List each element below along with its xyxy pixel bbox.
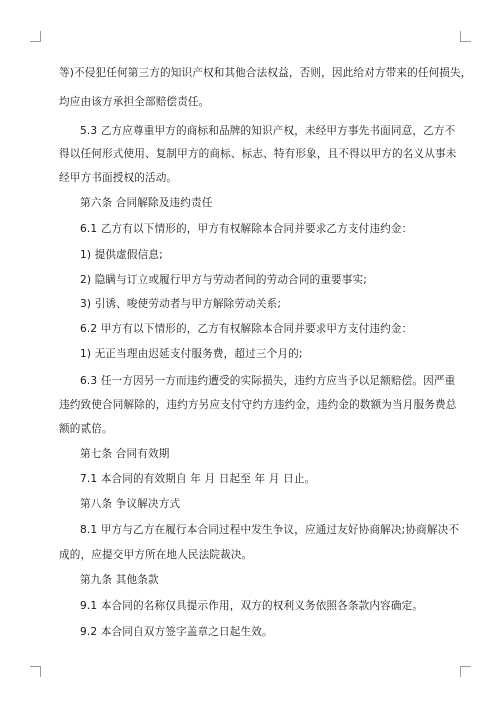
paragraph-line: 6.2 甲方有以下情形的，乙方有权解除本合同并要求甲方支付违约金： (80, 323, 413, 335)
list-item: 1) 提供虚假信息; (80, 249, 163, 261)
crop-mark-top-right (460, 31, 471, 42)
paragraph-line: 得以任何形式使用、复制甲方的商标、标志、特有形象，且不得以甲方的名义从事未 (59, 148, 457, 160)
paragraph-line: 6.1 乙方有以下情形的，甲方有权解除本合同并要求乙方支付违约金： (80, 223, 413, 235)
section-heading: 第七条 合同有效期 (80, 448, 170, 460)
list-item: 2) 隐瞒与订立或履行甲方与劳动者间的劳动合同的重要事实; (80, 274, 368, 286)
paragraph-line: 7.1 本合同的有效期自 年 月 日起至 年 月 日止。 (80, 473, 316, 485)
paragraph-line: 违约致使合同解除的，违约方另应支付守约方违约金，违约金的数额为当月服务费总 (59, 399, 457, 411)
paragraph-line: 额的贰倍。 (59, 423, 113, 435)
paragraph-line: 6.3 任一方因另一方而违约遭受的实际损失，违约方应当予以足额赔偿。因严重 (80, 375, 456, 387)
crop-mark-bottom-right (460, 666, 471, 677)
list-item: 1) 无正当理由迟延支付服务费，超过三个月的; (80, 348, 303, 360)
section-heading: 第六条 合同解除及违约责任 (80, 197, 213, 209)
crop-mark-top-left (30, 31, 41, 42)
list-item: 3) 引诱、唆使劳动者与甲方解除劳动关系; (80, 298, 282, 310)
paragraph-line: 8.1 甲方与乙方在履行本合同过程中发生争议，应通过友好协商解决;协商解决不 (80, 524, 460, 536)
paragraph-line: 成的，应提交甲方所在地人民法院裁决。 (59, 549, 253, 561)
section-heading: 第八条 争议解决方式 (80, 498, 181, 510)
section-heading: 第九条 其他条款 (80, 574, 159, 586)
paragraph-line: 5.3 乙方应尊重甲方的商标和品牌的知识产权，未经甲方事先书面同意，乙方不 (80, 125, 456, 137)
paragraph-line: 9.1 本合同的名称仅具提示作用，双方的权利义务依照各条款内容确定。 (80, 600, 424, 612)
crop-mark-bottom-left (30, 666, 41, 677)
paragraph-line: 9.2 本合同自双方签字盖章之日起生效。 (80, 626, 273, 638)
paragraph-line: 经甲方书面授权的活动。 (59, 172, 178, 184)
paragraph-line: 等)不侵犯任何第三方的知识产权和其他合法权益，否则，因此给对方带来的任何损失， (59, 67, 472, 79)
paragraph-line: 均应由该方承担全部赔偿责任。 (59, 96, 210, 108)
